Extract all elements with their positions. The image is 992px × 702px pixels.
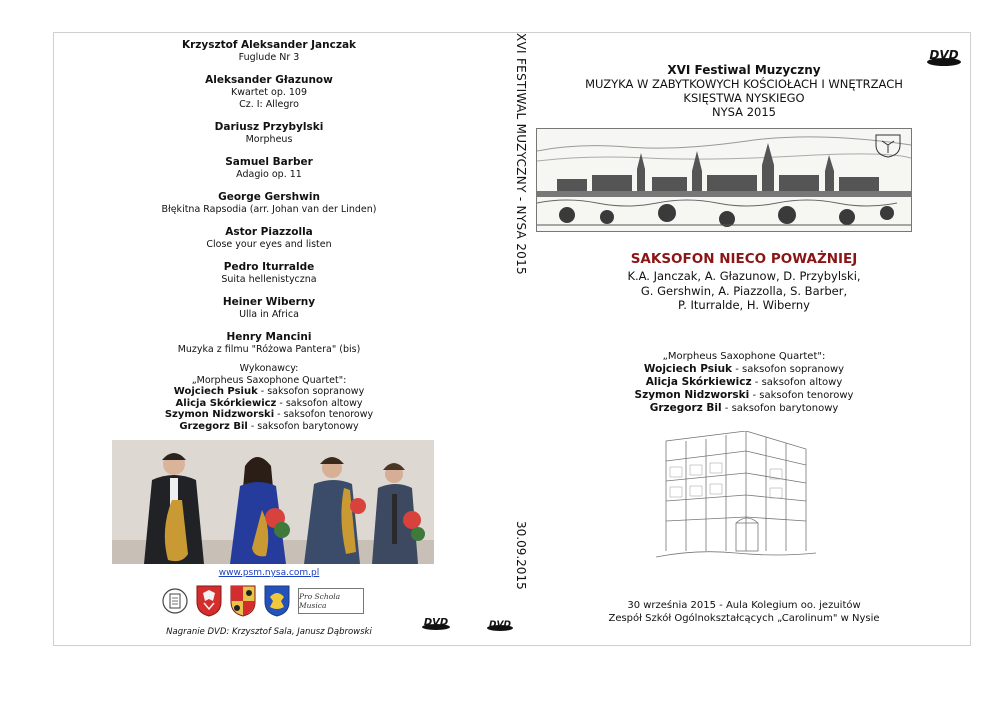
- track-composer: Henry Mancini: [226, 331, 312, 343]
- festival-year: NYSA 2015: [712, 105, 776, 119]
- front-dvd-logo-text: DVD: [929, 48, 959, 62]
- festival-subtitle-1: MUZYKA W ZABYTKOWYCH KOŚCIOŁACH I WNĘTRZACH: [585, 77, 903, 91]
- front-performer-row: [516, 402, 972, 415]
- front-cover: [516, 33, 972, 647]
- front-performer-name: Alicja Skórkiewicz: [645, 376, 752, 388]
- front-performer-name: Szymon Nidzworski: [634, 389, 750, 401]
- track-composer: Samuel Barber: [225, 156, 313, 168]
- track-work: Muzyka z filmu "Różowa Pantera" (bis): [177, 344, 361, 355]
- ensemble-name: „Morpheus Saxophone Quartet":: [191, 374, 347, 386]
- performers-heading: Wykonawcy:: [239, 363, 299, 374]
- track-composer: Astor Piazzolla: [225, 226, 313, 238]
- dvd-logo-text: DVD: [423, 617, 449, 628]
- spine-title: XVI FESTIWAL MUZYCZNY - NYSA 2015: [514, 33, 528, 275]
- panorama-illustration: [537, 129, 911, 231]
- track-item: [54, 121, 484, 146]
- performer-name: Wojciech Psiuk: [173, 386, 258, 397]
- dvd-cover: [53, 32, 971, 646]
- dvd-logo-icon: [421, 615, 451, 631]
- performer-row: [54, 421, 484, 433]
- coat-of-arms-blue-icon: [264, 585, 290, 617]
- front-performer-row: [516, 363, 972, 376]
- website-link[interactable]: www.psm.nysa.com.pl: [218, 568, 320, 578]
- college-sketch: [656, 431, 816, 561]
- track-work: Kwartet op. 109: [230, 87, 308, 98]
- front-performer-role: - saksofon barytonowy: [721, 403, 839, 414]
- track-composer: Dariusz Przybylski: [214, 121, 324, 133]
- spine: [484, 33, 528, 647]
- pro-schola-musica-logo: Pro Schola Musica: [298, 588, 364, 614]
- track-work: Suita hellenistyczna: [221, 274, 317, 285]
- front-performer-role: - saksofon sopranowy: [732, 364, 845, 375]
- performer-row: [54, 386, 484, 398]
- performer-row: [54, 398, 484, 410]
- back-cover: [54, 33, 484, 647]
- track-item: [54, 74, 484, 111]
- track-item: [54, 39, 484, 64]
- track-work: Ulla in Africa: [239, 309, 299, 320]
- front-performers-list: [516, 363, 972, 415]
- festival-name: XVI Festiwal Muzyczny: [667, 63, 821, 77]
- track-item: [54, 331, 484, 356]
- quartet-photo-illustration: [112, 440, 434, 564]
- performers-block: [54, 363, 484, 432]
- performer-role: - saksofon sopranowy: [257, 386, 365, 397]
- front-performer-role: - saksofon altowy: [751, 377, 843, 388]
- composers-line-1: K.A. Janczak, A. Głazunow, D. Przybylski,: [627, 269, 861, 283]
- spine-dvd-logo-text: DVD: [489, 620, 511, 630]
- venue-info: [516, 599, 972, 625]
- composers-line-2: G. Gershwin, A. Piazzolla, S. Barber,: [640, 283, 848, 298]
- sponsor-logos: [162, 583, 392, 619]
- front-performer-row: [516, 376, 972, 389]
- track-work: Błękitna Rapsodia (arr. Johan van der Linden): [161, 204, 377, 215]
- festival-subtitle-2: KSIĘSTWA NYSKIEGO: [683, 91, 805, 105]
- front-performers-block: [516, 351, 972, 415]
- coat-of-arms-quartered-icon: [230, 585, 256, 617]
- track-work: Cz. I: Allegro: [239, 99, 299, 110]
- performer-role: - saksofon altowy: [276, 397, 363, 409]
- performer-role: - saksofon tenorowy: [274, 409, 374, 420]
- spine-dvd-logo-icon: [486, 618, 514, 632]
- track-item: [54, 261, 484, 286]
- track-list: [54, 39, 484, 356]
- track-work: Adagio op. 11: [236, 169, 302, 180]
- composers-list: [516, 269, 972, 313]
- track-composer: George Gershwin: [218, 191, 320, 203]
- recording-credit: Nagranie DVD: Krzysztof Sala, Janusz Dąbrowski: [166, 627, 372, 637]
- performer-row: [54, 409, 484, 421]
- performer-role: - saksofon barytonowy: [247, 420, 359, 432]
- spine-date: 30.09.2015: [514, 521, 528, 590]
- track-composer: Aleksander Głazunow: [205, 74, 333, 86]
- track-item: [54, 296, 484, 321]
- front-performer-role: - saksofon tenorowy: [749, 390, 854, 401]
- nysa-panorama-engraving: [536, 128, 912, 232]
- track-composer: Krzysztof Aleksander Janczak: [181, 39, 357, 51]
- front-performer-row: [516, 389, 972, 402]
- track-item: [54, 191, 484, 216]
- performer-name: Alicja Skórkiewicz: [175, 397, 277, 409]
- track-item: [54, 156, 484, 181]
- school-emblem-icon: [162, 586, 188, 616]
- track-work: Fuglude Nr 3: [238, 52, 300, 63]
- performer-name: Grzegorz Bil: [179, 420, 248, 432]
- venue-school: Zespół Szkół Ogólnokształcących „Carolinum" w Nysie: [608, 613, 880, 624]
- venue-date: 30 września 2015 - Aula Kolegium oo. jezuitów: [627, 600, 861, 611]
- front-ensemble-name: „Morpheus Saxophone Quartet":: [662, 351, 826, 362]
- track-work: Morpheus: [245, 134, 293, 145]
- festival-header: [516, 63, 972, 119]
- album-title: SAKSOFON NIECO POWAŻNIEJ: [630, 251, 858, 267]
- performer-name: Szymon Nidzworski: [164, 409, 275, 420]
- track-composer: Heiner Wiberny: [222, 296, 316, 308]
- building-sketch-illustration: [656, 431, 816, 561]
- track-work: Close your eyes and listen: [206, 239, 332, 250]
- track-item: [54, 226, 484, 251]
- track-composer: Pedro Iturralde: [223, 261, 315, 273]
- composers-line-3: P. Iturralde, H. Wiberny: [678, 298, 810, 312]
- front-performer-name: Wojciech Psiuk: [643, 363, 733, 375]
- front-performer-name: Grzegorz Bil: [649, 402, 722, 414]
- coat-of-arms-red-icon: [196, 585, 222, 617]
- city-crest-icon: [872, 133, 904, 159]
- quartet-photo: [112, 440, 434, 564]
- performers-list: [54, 386, 484, 432]
